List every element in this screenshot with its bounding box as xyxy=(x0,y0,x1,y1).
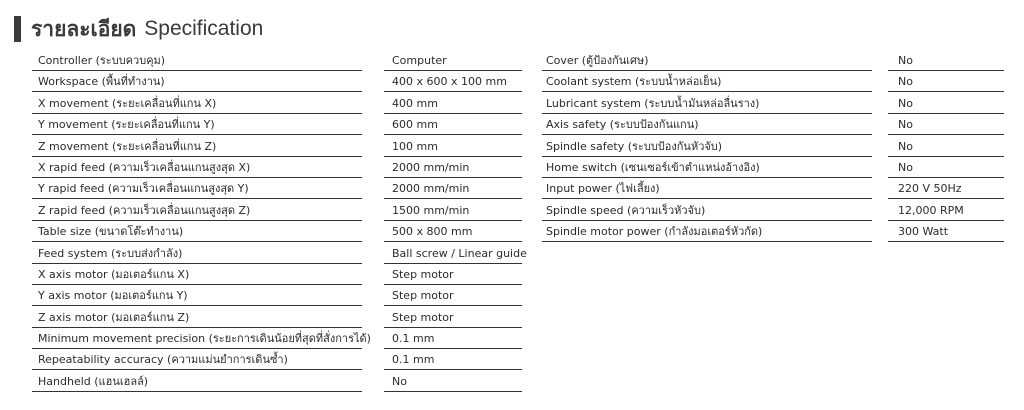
spec-label: Feed system (ระบบส่งกำลัง) xyxy=(32,247,362,261)
spec-value: No xyxy=(888,118,1004,132)
spec-label: Home switch (เซนเซอร์เข้าตำแหน่งอ้างอิง) xyxy=(542,161,872,175)
spec-value: 0.1 mm xyxy=(384,353,522,367)
spec-value: 400 mm xyxy=(384,97,522,111)
spec-value: Step motor xyxy=(384,311,522,325)
spec-value: 12,000 RPM xyxy=(888,204,1004,218)
spec-value: No xyxy=(888,140,1004,154)
spec-value: 400 x 600 x 100 mm xyxy=(384,75,522,89)
spec-value: Step motor xyxy=(384,268,522,282)
spec-label: X movement (ระยะเคลื่อนที่แกน X) xyxy=(32,97,362,111)
spec-label: Spindle safety (ระบบป้องกันหัวจับ) xyxy=(542,140,872,154)
spec-label: Y rapid feed (ความเร็วเคลื่อนแกนสูงสุด Y) xyxy=(32,182,362,196)
spec-label: Coolant system (ระบบน้ำหล่อเย็น) xyxy=(542,75,872,89)
spec-value: Ball screw / Linear guide xyxy=(384,247,522,261)
spec-value: Computer xyxy=(384,54,522,68)
spec-label: Spindle speed (ความเร็วหัวจับ) xyxy=(542,204,872,218)
title-thai: รายละเอียด xyxy=(31,16,137,41)
spec-label: X axis motor (มอเตอร์แกน X) xyxy=(32,268,362,282)
spec-value: No xyxy=(888,97,1004,111)
spec-value: 1500 mm/min xyxy=(384,204,522,218)
spec-label: Z axis motor (มอเตอร์แกน Z) xyxy=(32,311,362,325)
spec-value: Step motor xyxy=(384,289,522,303)
spec-label: Minimum movement precision (ระยะการเดินน้อยที่สุดที่สั่งการได้) xyxy=(32,332,362,346)
spec-value: 300 Watt xyxy=(888,225,1004,239)
spec-label: Table size (ขนาดโต๊ะทำงาน) xyxy=(32,225,362,239)
spec-label: Y movement (ระยะเคลื่อนที่แกน Y) xyxy=(32,118,362,132)
spec-value: 2000 mm/min xyxy=(384,182,522,196)
spec-value: No xyxy=(888,75,1004,89)
spec-value: 500 x 800 mm xyxy=(384,225,522,239)
spec-label: Handheld (แฮนเฮลล์) xyxy=(32,375,362,389)
spec-label: Repeatability accuracy (ความแม่นยำการเดินซ้ำ) xyxy=(32,353,362,367)
spec-value: No xyxy=(888,54,1004,68)
spec-label: Cover (ตู้ป้องกันเศษ) xyxy=(542,54,872,68)
spec-label: Input power (ไฟเลี้ยง) xyxy=(542,182,872,196)
section-title xyxy=(14,14,263,44)
spec-label: Y axis motor (มอเตอร์แกน Y) xyxy=(32,289,362,303)
spec-label: Z rapid feed (ความเร็วเคลื่อนแกนสูงสุด Z) xyxy=(32,204,362,218)
spec-label: Spindle motor power (กำลังมอเตอร์หัวกัด) xyxy=(542,225,872,239)
title-accent-bar xyxy=(14,16,21,42)
spec-value: No xyxy=(384,375,522,389)
spec-value: No xyxy=(888,161,1004,175)
spec-value: 0.1 mm xyxy=(384,332,522,346)
spec-value: 220 V 50Hz xyxy=(888,182,1004,196)
spec-label: Z movement (ระยะเคลื่อนที่แกน Z) xyxy=(32,140,362,154)
spec-label: Lubricant system (ระบบน้ำมันหล่อลื่นราง) xyxy=(542,97,872,111)
title-english: Specification xyxy=(144,17,264,40)
spec-value: 600 mm xyxy=(384,118,522,132)
spec-value: 100 mm xyxy=(384,140,522,154)
spec-label: Axis safety (ระบบป้องกันแกน) xyxy=(542,118,872,132)
spec-label: Workspace (พื้นที่ทำงาน) xyxy=(32,75,362,89)
spec-value: 2000 mm/min xyxy=(384,161,522,175)
spec-label: Controller (ระบบควบคุม) xyxy=(32,54,362,68)
spec-label: X rapid feed (ความเร็วเคลื่อนแกนสูงสุด X) xyxy=(32,161,362,175)
